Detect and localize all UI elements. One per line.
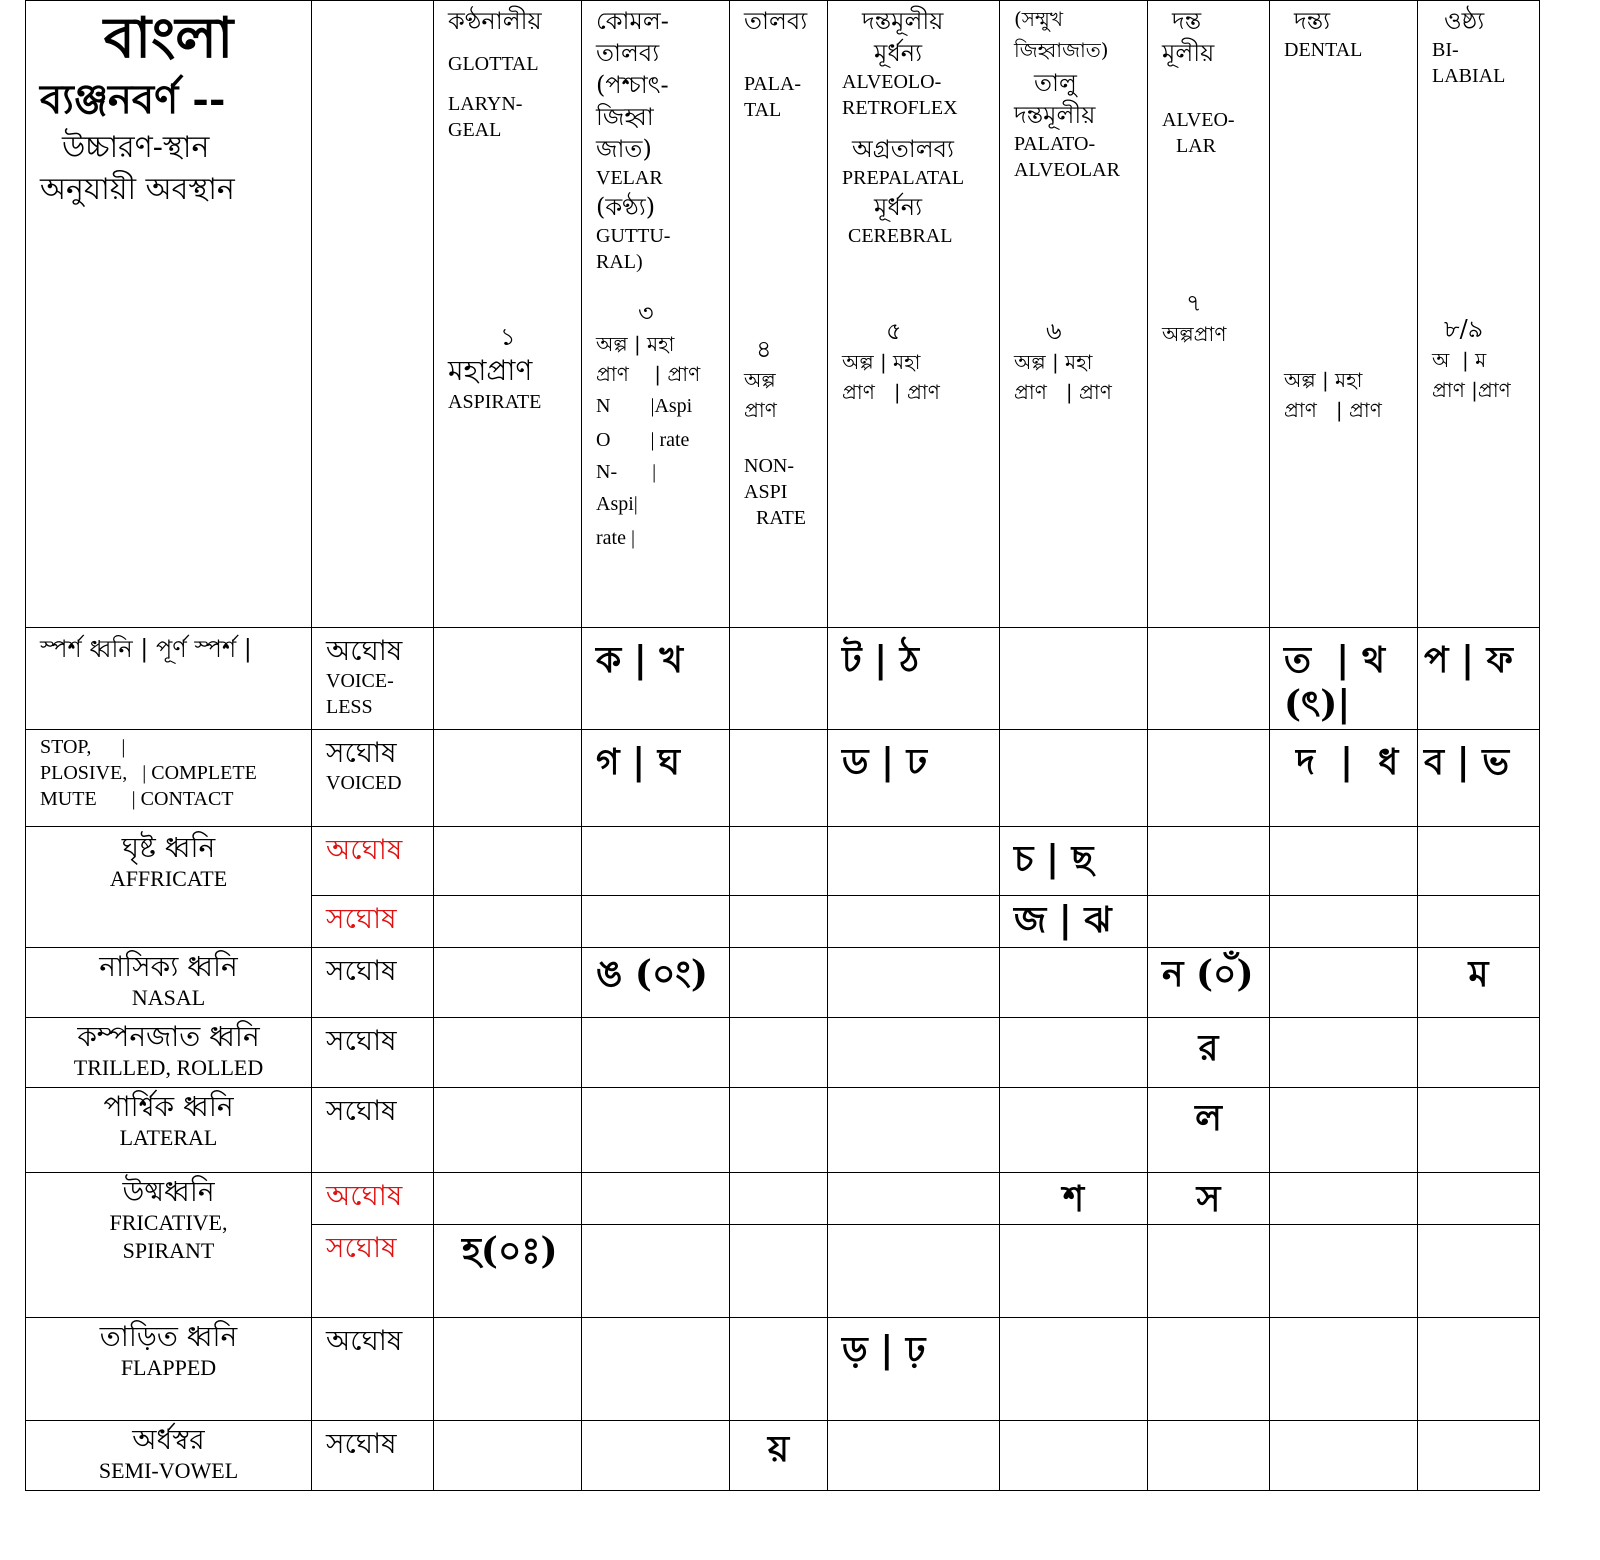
col-pa-num: ৬ — [1046, 317, 1062, 345]
col-ar-en1: ALVEOLO- — [842, 71, 942, 93]
col-bilabial-bn: ওষ্ঠ্য — [1444, 7, 1485, 35]
col-ar-bn1: দন্তমূলীয় — [862, 7, 944, 35]
nasal-bn: নাসিক্য ধ্বনি — [99, 950, 238, 983]
cell-empty — [828, 827, 1000, 896]
letter-pa-pha: প | ফ — [1424, 639, 1513, 681]
cell-empty — [434, 1173, 582, 1225]
cell-velar-stop-vd — [582, 730, 730, 827]
col-velar-n4: Aspi| — [596, 493, 638, 515]
trill-en: TRILLED, ROLLED — [73, 1055, 264, 1080]
affricate-en: AFFRICATE — [109, 866, 228, 891]
col-velar-n5: rate | — [596, 527, 635, 549]
letter-ga-gha: গ | ঘ — [596, 741, 680, 783]
cell-empty — [1000, 730, 1148, 827]
cell-empty — [1148, 1421, 1270, 1491]
cell-empty — [582, 1318, 730, 1421]
col-ar-en3: PREPALATAL — [842, 167, 965, 189]
cell-empty — [582, 1421, 730, 1491]
affricate-voiced-cell — [312, 896, 434, 948]
letter-da-dha: দ | ধ — [1296, 741, 1399, 783]
semivowel-en: SEMI-VOWEL — [98, 1458, 239, 1483]
col-pa-bn3: তালু — [1034, 69, 1077, 97]
col-dental-en: DENTAL — [1284, 39, 1363, 61]
cell-empty — [582, 827, 730, 896]
cell-empty — [434, 827, 582, 896]
flapped-label-cell — [26, 1318, 312, 1421]
cell-empty — [730, 1018, 828, 1088]
col-velar-bn2: তালব্য — [596, 39, 660, 67]
row-nasal — [26, 948, 1540, 1018]
col-ar-en4: CEREBRAL — [848, 225, 953, 247]
col-palatal-bn: তালব্য — [744, 7, 808, 35]
col-bilabial-num: ৮/৯ — [1444, 315, 1484, 343]
row-stop-voiced — [26, 730, 1540, 827]
letter-ta-tha: ত | থ — [1284, 639, 1386, 681]
title-cell — [26, 1, 312, 628]
cell-dental-stop-vd — [1270, 730, 1418, 827]
cell-empty — [730, 1318, 828, 1421]
letter-sha: শ — [1062, 1178, 1085, 1220]
col-ar-bn4: মূর্ধন্য — [874, 193, 923, 221]
cell-glottal-fric — [434, 1225, 582, 1318]
flapped-bn: তাড়িত ধ্বনি — [99, 1320, 238, 1353]
cell-empty — [1270, 1318, 1418, 1421]
trill-label-cell — [26, 1018, 312, 1088]
col-velar-n3: N- | — [596, 461, 657, 483]
letter-dda-ddha: ড | ঢ — [842, 741, 928, 783]
row-fricative-voiceless — [26, 1173, 1540, 1225]
cell-alv-fric — [1148, 1173, 1270, 1225]
col-ar-num: ৫ — [886, 317, 902, 345]
trill-bn: কম্পনজাত ধ্বনি — [77, 1020, 260, 1053]
stop-en2: PLOSIVE, | COMPLETE — [40, 762, 257, 784]
col-alveolar — [1148, 1, 1270, 628]
cell-empty — [1418, 1173, 1540, 1225]
cell-empty — [828, 948, 1000, 1018]
col-velar-n2: O | rate — [596, 429, 690, 451]
cell-empty — [730, 1173, 828, 1225]
row-semivowel — [26, 1421, 1540, 1491]
lateral-voiced: সঘোষ — [326, 1094, 397, 1127]
page-subtitle: ব্যঞ্জনবর্ণ -- — [40, 76, 226, 123]
flapped-en: FLAPPED — [120, 1355, 217, 1380]
cell-empty — [730, 1088, 828, 1173]
col-palatal-num: ৪ — [756, 335, 772, 363]
letter-la: ল — [1195, 1097, 1222, 1139]
page-title: বাংলা — [103, 5, 234, 71]
cell-empty — [582, 1088, 730, 1173]
cell-empty — [582, 1173, 730, 1225]
col-alv-en1: ALVEO- — [1162, 109, 1235, 131]
col-ar-en2: RETROFLEX — [842, 97, 958, 119]
voiced-en: VOICED — [326, 772, 402, 794]
fricative-en1: FRICATIVE, — [109, 1210, 228, 1235]
col-pa-en1: PALATO- — [1014, 133, 1096, 155]
letter-sa: স — [1196, 1178, 1221, 1220]
cell-empty — [1270, 896, 1418, 948]
col-alv-bn2: মূলীয় — [1162, 39, 1215, 67]
cell-alv-nasal — [1148, 948, 1270, 1018]
nasal-label-cell — [26, 948, 312, 1018]
letter-ba-bha: ব | ভ — [1424, 741, 1510, 783]
col-glottal-en2: LARYN- — [448, 93, 523, 115]
cell-empty — [434, 1018, 582, 1088]
row-trill — [26, 1018, 1540, 1088]
col-velar — [582, 1, 730, 628]
stop-voiceless-cell — [312, 628, 434, 730]
semivowel-voiced: সঘোষ — [326, 1427, 397, 1460]
cell-empty — [1148, 896, 1270, 948]
col-alv-num: ৭ — [1186, 289, 1202, 317]
cell-bilabial-stop-vd — [1418, 730, 1540, 827]
col-dental-s2: প্রাণ | প্রাণ — [1284, 398, 1382, 422]
voiceless-en1: VOICE- — [326, 670, 394, 692]
page-subtitle-3: অনুযায়ী অবস্থান — [40, 172, 235, 207]
stop-label-bn-cell — [26, 628, 312, 730]
col-velar-bn4: জিহ্বা — [596, 103, 654, 131]
col-velar-bn1: কোমল- — [596, 7, 669, 35]
stop-en3: MUTE | CONTACT — [40, 788, 234, 810]
cell-empty — [730, 1225, 828, 1318]
stop-en1: STOP, | — [40, 736, 126, 758]
cell-empty — [1418, 1421, 1540, 1491]
cell-empty — [1000, 1088, 1148, 1173]
col-glottal-bn: কণ্ঠনালীয় — [448, 7, 542, 35]
lateral-bn: পার্শ্বিক ধ্বনি — [103, 1090, 234, 1123]
col-velar-num: ৩ — [638, 299, 654, 327]
header-row — [26, 1, 1540, 628]
col-glottal-sub1: মহাপ্রাণ — [448, 354, 533, 387]
cell-empty — [1148, 628, 1270, 730]
col-velar-bn5: জাত) — [596, 135, 652, 163]
cell-empty — [582, 1225, 730, 1318]
col-pa-bn2: জিহ্বাজাত) — [1014, 38, 1109, 62]
fricative-voiceless: অঘোষ — [326, 1179, 403, 1212]
cell-empty — [730, 628, 828, 730]
cell-empty — [434, 1421, 582, 1491]
col-glottal-num: ১ — [500, 323, 516, 351]
row-lateral — [26, 1088, 1540, 1173]
flapped-voiceless: অঘোষ — [326, 1324, 403, 1357]
lateral-en: LATERAL — [119, 1125, 218, 1150]
letter-tta-ttha: ট | ঠ — [842, 639, 920, 681]
affricate-bn: ঘৃষ্ট ধ্বনি — [121, 831, 216, 864]
cell-empty — [1270, 948, 1418, 1018]
cell-retro-stop-vl — [828, 628, 1000, 730]
cell-empty — [730, 896, 828, 948]
col-pa-bn1: (সম্মুখ — [1014, 7, 1063, 31]
semivowel-voice-cell — [312, 1421, 434, 1491]
letter-ha: হ(০ঃ) — [462, 1230, 558, 1272]
semivowel-label-cell — [26, 1421, 312, 1491]
cell-empty — [1000, 1421, 1148, 1491]
page-subtitle-2: উচ্চারণ-স্থান — [62, 130, 210, 165]
col-ar-s2: প্রাণ | প্রাণ — [842, 380, 940, 404]
col-pa-s1: অল্প | মহা — [1014, 350, 1093, 374]
cell-empty — [1418, 1088, 1540, 1173]
nasal-voiced: সঘোষ — [326, 954, 397, 987]
lateral-label-cell — [26, 1088, 312, 1173]
letter-na: ন (০ঁ) — [1162, 953, 1254, 995]
consonant-table — [25, 0, 1540, 1491]
cell-retro-stop-vd — [828, 730, 1000, 827]
cell-pa-fric — [1000, 1173, 1148, 1225]
col-glottal-en3: GEAL — [448, 119, 502, 141]
fricative-voiced-cell — [312, 1225, 434, 1318]
cell-empty — [1418, 1225, 1540, 1318]
letter-ja-jha: জ | ঝ — [1014, 899, 1112, 941]
col-velar-s2: প্রাণ | প্রাণ — [596, 362, 701, 386]
col-palato-alveolar — [1000, 1, 1148, 628]
row-affricate-voiceless — [26, 827, 1540, 896]
col-alveolo-retroflex — [828, 1, 1000, 628]
cell-empty — [1270, 1225, 1418, 1318]
col-ar-bn2: মূর্ধন্য — [874, 39, 923, 67]
cell-empty — [1418, 827, 1540, 896]
cell-empty — [434, 1318, 582, 1421]
col-palatal-s2: প্রাণ — [744, 398, 777, 422]
col-velar-en1: VELAR — [596, 167, 663, 189]
cell-empty — [730, 730, 828, 827]
cell-empty — [1000, 948, 1148, 1018]
letter-ya: য় — [767, 1428, 790, 1470]
semivowel-bn: অর্ধস্বর — [132, 1423, 205, 1456]
cell-empty — [828, 1018, 1000, 1088]
col-glottal — [434, 1, 582, 628]
cell-empty — [1418, 896, 1540, 948]
col-glottal-en1: GLOTTAL — [448, 53, 539, 75]
cell-empty — [730, 948, 828, 1018]
cell-empty — [434, 896, 582, 948]
col-velar-en2: GUTTU- — [596, 225, 671, 247]
cell-retro-flap — [828, 1318, 1000, 1421]
col-dental-s1: অল্প | মহা — [1284, 368, 1363, 392]
col-velar-s1: অল্প | মহা — [596, 332, 675, 356]
cell-empty — [1270, 1421, 1418, 1491]
letter-nga: ঙ (০ং) — [596, 953, 708, 995]
cell-alv-lateral — [1148, 1088, 1270, 1173]
cell-empty — [582, 1018, 730, 1088]
cell-empty — [1000, 1225, 1148, 1318]
col-palatal-s1: অল্প — [744, 368, 776, 392]
lateral-voice-cell — [312, 1088, 434, 1173]
cell-pa-affr-vl — [1000, 827, 1148, 896]
col-velar-en3: RAL) — [596, 251, 643, 273]
cell-empty — [1270, 1088, 1418, 1173]
cell-empty — [434, 1088, 582, 1173]
col-bilabial-s1: অ | ম — [1432, 348, 1487, 372]
letter-ca-cha: চ | ছ — [1014, 838, 1094, 880]
cell-empty — [1418, 1318, 1540, 1421]
col-dental — [1270, 1, 1418, 628]
voiceless-label: অঘোষ — [326, 634, 403, 667]
letter-ra: র — [1198, 1027, 1219, 1069]
affricate-label-cell — [26, 827, 312, 948]
fricative-bn: উষ্মধ্বনি — [122, 1175, 215, 1208]
trill-voice-cell — [312, 1018, 434, 1088]
col-bilabial-en1: BI- — [1432, 39, 1459, 61]
affricate-voiceless: অঘোষ — [326, 833, 403, 866]
cell-dental-stop-vl — [1270, 628, 1418, 730]
nasal-en: NASAL — [131, 985, 206, 1010]
row-flapped — [26, 1318, 1540, 1421]
col-bilabial-s2: প্রাণ |প্রাণ — [1432, 378, 1511, 402]
letter-ma: ম — [1468, 953, 1489, 995]
voiced-label: সঘোষ — [326, 736, 397, 769]
cell-empty — [1000, 628, 1148, 730]
cell-empty — [1270, 1173, 1418, 1225]
stop-voiced-cell — [312, 730, 434, 827]
cell-empty — [1148, 827, 1270, 896]
cell-pa-affr-vd — [1000, 896, 1148, 948]
cell-empty — [828, 1225, 1000, 1318]
col-dental-bn: দন্ত্য — [1294, 7, 1331, 35]
letter-khanda-ta: (ৎ)| — [1284, 683, 1351, 725]
col-velar-bn6: (কণ্ঠ্য) — [596, 193, 656, 221]
cell-empty — [828, 1088, 1000, 1173]
cell-bilabial-stop-vl — [1418, 628, 1540, 730]
col-palatal-e1: NON- — [744, 455, 794, 477]
cell-empty — [1000, 1018, 1148, 1088]
col-glottal-sub2: ASPIRATE — [448, 391, 542, 413]
affricate-voiced: সঘোষ — [326, 902, 397, 935]
col-palatal-en2: TAL — [744, 99, 782, 121]
cell-empty — [434, 948, 582, 1018]
col-palatal-e3: RATE — [756, 507, 806, 529]
fricative-label-cell — [26, 1173, 312, 1318]
cell-empty — [434, 628, 582, 730]
trill-voiced: সঘোষ — [326, 1024, 397, 1057]
fricative-voiceless-cell — [312, 1173, 434, 1225]
cell-empty — [1000, 1318, 1148, 1421]
col-velar-bn3: (পশ্চাৎ- — [596, 71, 669, 99]
cell-empty — [434, 730, 582, 827]
col-bilabial-en2: LABIAL — [1432, 65, 1506, 87]
letter-rra-rrha: ড় | ঢ় — [842, 1329, 926, 1371]
cell-empty — [1270, 1018, 1418, 1088]
affricate-voiceless-cell — [312, 827, 434, 896]
cell-empty — [1148, 1225, 1270, 1318]
header-empty — [312, 1, 434, 628]
col-alv-en2: LAR — [1176, 135, 1216, 157]
flapped-voice-cell — [312, 1318, 434, 1421]
col-velar-n1: N |Aspi — [596, 395, 693, 417]
col-pa-s2: প্রাণ | প্রাণ — [1014, 380, 1112, 404]
cell-empty — [828, 1173, 1000, 1225]
col-pa-bn4: দন্তমূলীয় — [1014, 101, 1096, 129]
col-palatal — [730, 1, 828, 628]
cell-empty — [1418, 1018, 1540, 1088]
stop-label-en-cell — [26, 730, 312, 827]
letter-ka-kha: ক | খ — [596, 639, 683, 681]
col-pa-en2: ALVEOLAR — [1014, 159, 1120, 181]
col-palatal-e2: ASPI — [744, 481, 788, 503]
cell-alv-trill — [1148, 1018, 1270, 1088]
cell-empty — [1148, 730, 1270, 827]
col-bilabial — [1418, 1, 1540, 628]
fricative-en2: SPIRANT — [122, 1238, 215, 1263]
nasal-voice-cell — [312, 948, 434, 1018]
cell-empty — [582, 896, 730, 948]
cell-empty — [1148, 1318, 1270, 1421]
col-ar-s1: অল্প | মহা — [842, 350, 921, 374]
cell-palatal-semi — [730, 1421, 828, 1491]
cell-bilabial-nasal — [1418, 948, 1540, 1018]
col-ar-bn3: অগ্রতালব্য — [852, 135, 954, 163]
fricative-voiced: সঘোষ — [326, 1231, 397, 1264]
cell-velar-stop-vl — [582, 628, 730, 730]
cell-velar-nasal — [582, 948, 730, 1018]
col-alv-s1: অল্পপ্রাণ — [1162, 322, 1227, 346]
col-alv-bn1: দন্ত — [1172, 7, 1202, 35]
col-palatal-en1: PALA- — [744, 73, 802, 95]
cell-empty — [1270, 827, 1418, 896]
cell-empty — [828, 896, 1000, 948]
stop-label-bn: স্পর্শ ধ্বনি | পূর্ণ স্পর্শ | — [40, 635, 252, 663]
cell-empty — [730, 827, 828, 896]
cell-empty — [828, 1421, 1000, 1491]
voiceless-en2: LESS — [326, 696, 373, 718]
row-stop-voiceless — [26, 628, 1540, 730]
